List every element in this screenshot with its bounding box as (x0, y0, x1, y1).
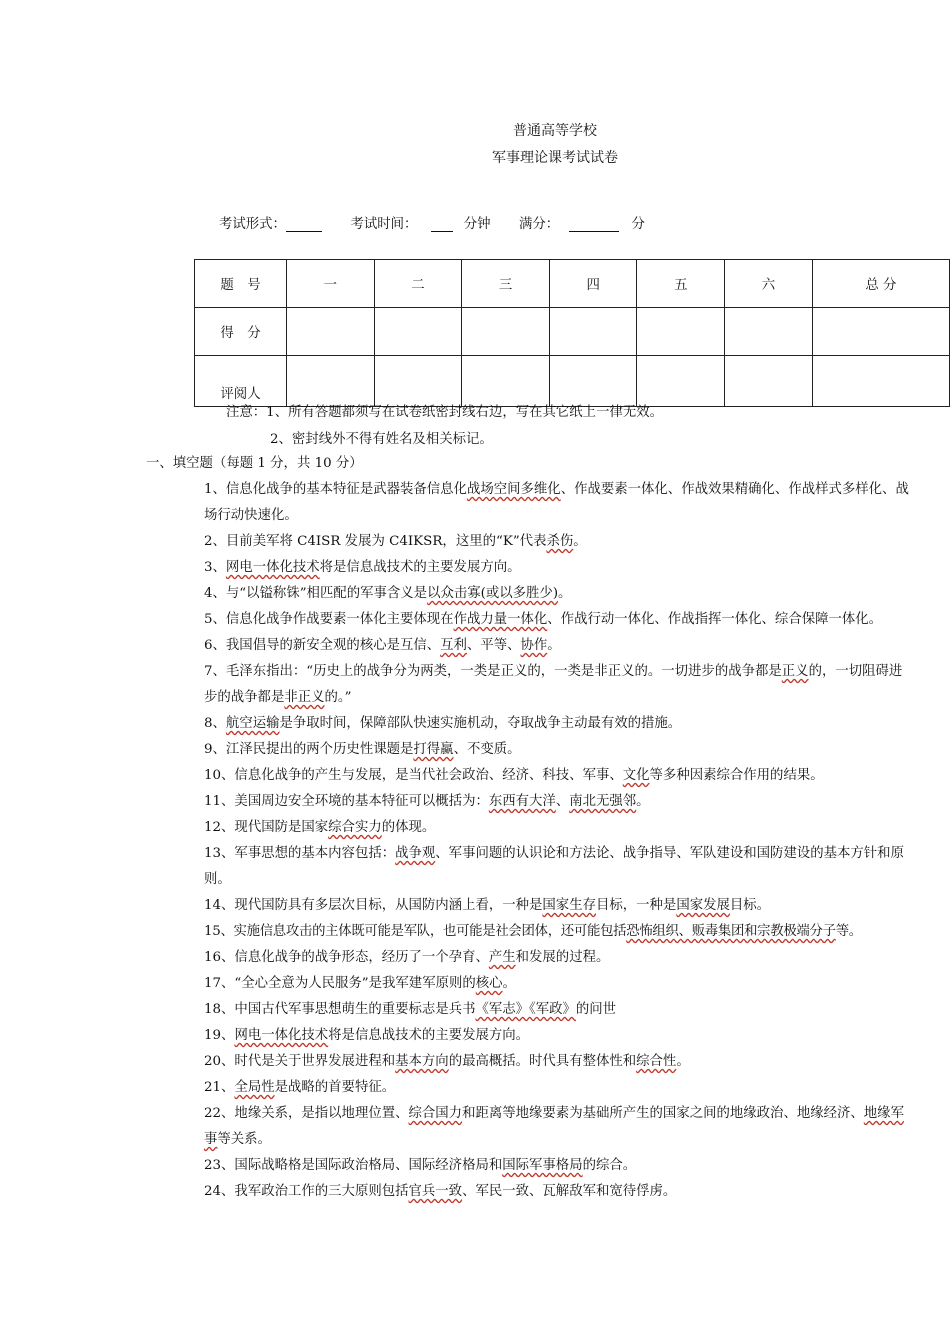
reviewer-cell (812, 356, 949, 407)
question-item: 7、毛泽东指出：“历史上的战争分为两类，一类是正义的，一类是非正义的。一切进步的战争都是正义的，一切阻碍进步的战争都是非正义的。” (204, 664, 903, 705)
question-item: 14、现代国防具有多层次目标，从国防内涵上看，一种是国家生存目标，一种是国家发展目标。 (204, 898, 771, 913)
reviewer-cell (725, 356, 813, 407)
question-item: 2、目前美军将 C4ISR 发展为 C4IKSR，这里的“K”代表杀伤。 (204, 534, 587, 549)
full-score-blank (569, 217, 619, 232)
question-item: 16、信息化战争的战争形态，经历了一个孕育、产生和发展的过程。 (204, 950, 610, 965)
page-subtitle: 军事理论课考试试卷 (492, 150, 618, 166)
question-item: 11、美国周边安全环境的基本特征可以概括为：东西有大洋、南北无强邻。 (204, 794, 650, 809)
answer: 正义 (781, 664, 809, 679)
answer: 网电一体化技术 (234, 1028, 329, 1043)
question-item: 1、信息化战争的基本特征是武器装备信息化战场空间多维化、作战要素一体化、作战效果精确化、作战样式多样化、战场行动快速化。 (204, 482, 909, 523)
column-header: 四 (549, 260, 637, 308)
question-item: 8、航空运输是争取时间，保障部队快速实施机动，夺取战争主动最有效的措施。 (204, 716, 682, 731)
answer: 作战力量一体化 (453, 612, 548, 627)
question-item: 17、“全心全意为人民服务”是我军建军原则的核心。 (204, 976, 516, 991)
answer: 官兵一致 (408, 1184, 463, 1199)
exam-time-blank (431, 217, 453, 232)
answer: 综合性 (636, 1054, 677, 1069)
question-list (204, 477, 910, 1205)
score-cell (374, 308, 462, 356)
question-item: 18、中国古代军事思想萌生的重要标志是兵书《军志》《军政》的问世 (204, 1002, 617, 1017)
note-2: 2、密封线外不得有姓名及相关标记。 (270, 432, 493, 447)
column-header: 二 (374, 260, 462, 308)
question-item: 5、信息化战争作战要素一体化主要体现在作战力量一体化、作战行动一体化、作战指挥一体化、综合保障一体化。 (204, 612, 883, 627)
score-cell (725, 308, 813, 356)
full-score-unit: 分 (631, 217, 645, 232)
answer: 战争观 (395, 846, 436, 861)
answer: 综合实力 (328, 820, 382, 835)
question-item: 20、时代是关于世界发展进程和基本方向的最高概括。时代具有整体性和综合性。 (204, 1054, 690, 1069)
answer: 以众击寡(或以多胜少) (427, 586, 559, 601)
score-cell (287, 308, 375, 356)
exam-time-label: 考试时间： (350, 217, 418, 232)
column-header: 一 (287, 260, 375, 308)
answer: 国际军事格局 (502, 1158, 583, 1173)
answer: 全局性 (234, 1080, 275, 1095)
section-title: 一、填空题（每题 1 分，共 10 分） (146, 456, 363, 471)
answer: 基本方向 (395, 1054, 449, 1069)
question-item: 12、现代国防是国家综合实力的体现。 (204, 820, 436, 835)
answer: 航空运输 (225, 716, 280, 731)
question-item: 22、地缘关系，是指以地理位置、综合国力和距离等地缘要素为基础所产生的国家之间的地缘政治、地缘经济、地缘军事等关系。 (204, 1106, 904, 1147)
answer: 恐怖组织、贩毒集团和宗教极端分子 (626, 924, 836, 939)
question-item: 24、我军政治工作的三大原则包括官兵一致、军民一致、瓦解敌军和宽待俘虏。 (204, 1184, 677, 1199)
answer: 协作 (520, 638, 548, 653)
row-header: 题 号 (195, 260, 287, 308)
answer: 南北无强邻 (569, 794, 637, 809)
answer: 国家发展 (676, 898, 730, 913)
question-item: 23、国际战略格是国际政治格局、国际经济格局和国际军事格局的综合。 (204, 1158, 637, 1173)
row-header: 评阅人 (195, 356, 287, 407)
answer: 文化 (622, 768, 650, 783)
score-row (195, 308, 950, 356)
question-item: 15、实施信息攻击的主体既可能是军队，也可能是社会团体，还可能包括恐怖组织、贩毒集团和宗教极端分子等。 (204, 924, 862, 939)
page-title: 普通高等学校 (513, 123, 597, 139)
answer: 核心 (475, 976, 503, 991)
exam-time-unit: 分钟 (463, 217, 491, 232)
answer: 国家生存 (542, 898, 596, 913)
score-cell (637, 308, 725, 356)
column-header: 三 (462, 260, 550, 308)
column-header: 六 (725, 260, 813, 308)
notes (226, 399, 663, 453)
question-item: 10、信息化战争的产生与发展，是当代社会政治、经济、科技、军事、文化等多种因素综合作用的结果。 (204, 768, 824, 783)
question-item: 13、军事思想的基本内容包括：战争观、军事问题的认识论和方法论、战争指导、军队建设和国防建设的基本方针和原则。 (204, 846, 904, 887)
answer: 互利 (440, 638, 467, 653)
answer: 打得赢 (413, 742, 454, 757)
column-header: 总 分 (812, 260, 949, 308)
row-header: 得 分 (195, 308, 287, 356)
answer: 综合国力 (408, 1106, 463, 1121)
exam-form-label: 考试形式： (219, 217, 286, 232)
answer: 东西有大洋 (488, 794, 556, 809)
answer: 产生 (488, 950, 516, 965)
full-score-label: 满分： (519, 217, 560, 232)
column-header: 五 (637, 260, 725, 308)
score-table (194, 259, 950, 407)
question-item: 6、我国倡导的新安全观的核心是互信、互利、平等、协作。 (204, 638, 561, 653)
answer: 杀伤 (546, 534, 574, 549)
exam-form-blank (286, 217, 322, 232)
score-cell (812, 308, 949, 356)
score-cell (462, 308, 550, 356)
answer: 非正义 (284, 690, 325, 705)
answer: 战场空间多维化 (466, 482, 561, 497)
question-item: 4、与“以镒称铢”相匹配的军事含义是以众击寡(或以多胜少)。 (204, 586, 572, 601)
score-cell (549, 308, 637, 356)
score-table-header-row (195, 260, 950, 308)
answer: 地缘军事 (204, 1106, 904, 1147)
answer: 网电一体化技术 (225, 560, 320, 575)
question-item: 21、全局性是战略的首要特征。 (204, 1080, 396, 1095)
question-item: 3、网电一体化技术将是信息战技术的主要发展方向。 (204, 560, 521, 575)
question-item: 19、网电一体化技术将是信息战技术的主要发展方向。 (204, 1028, 530, 1043)
question-item: 9、江泽民提出的两个历史性课题是打得赢、不变质。 (204, 742, 521, 757)
answer: 《军志》《军政》 (475, 1002, 576, 1017)
exam-meta (219, 213, 645, 232)
note-1: 注意：1、所有答题都须写在试卷纸密封线右边，写在其它纸上一律无效。 (226, 405, 664, 420)
